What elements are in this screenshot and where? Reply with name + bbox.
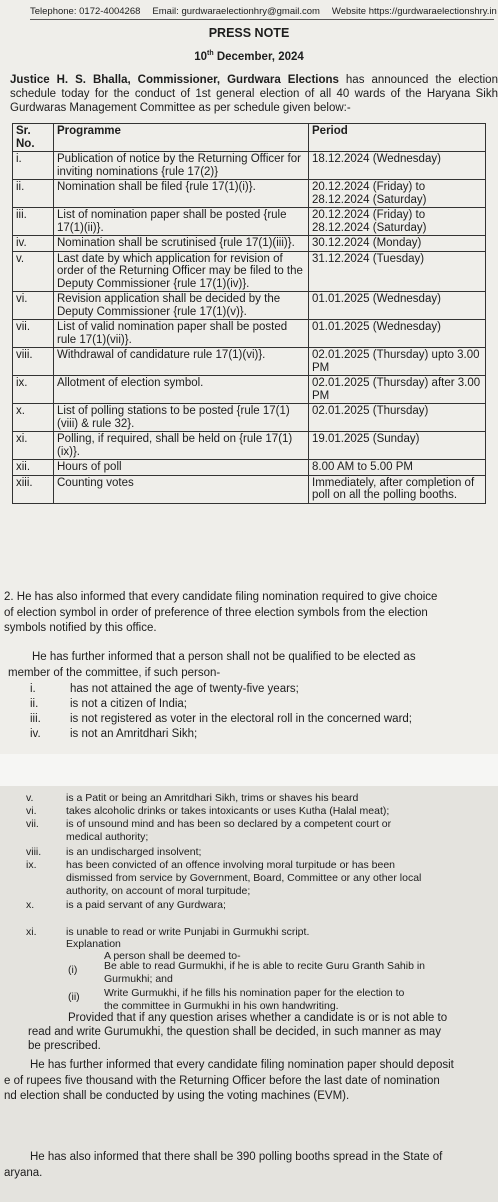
text-line: e of rupees five thousand with the Returning Officer before the last date of nomination [4, 1074, 440, 1087]
contact-header [30, 6, 497, 20]
condition-text: is an undischarged insolvent; [66, 846, 202, 858]
text-line: Write Gurmukhi, if he fills his nomination paper for the election to [104, 987, 405, 999]
text-line: symbols notified by this office. [4, 622, 157, 634]
condition-text: medical authority; [66, 831, 149, 843]
sr-cell: xi. [13, 432, 54, 460]
election-schedule-table [12, 123, 486, 504]
text-line: He has also informed that there shall be 390 polling booths spread in the State of [30, 1151, 443, 1163]
table-row [13, 152, 486, 180]
period-cell: 30.12.2024 (Monday) [309, 236, 486, 252]
condition-number: xi. [26, 926, 37, 938]
telephone: Telephone: 0172-4004268 [30, 6, 141, 17]
header-programme: Programme [54, 124, 309, 152]
table-row [13, 292, 486, 320]
para-polling-booths [4, 1150, 498, 1181]
header-sr: Sr. No. [13, 124, 54, 152]
table-row [13, 208, 486, 236]
para-symbol-choice [4, 590, 498, 637]
table-row [13, 475, 486, 503]
programme-cell: Nomination shall be scrutinised {rule 17(1)(iii)}. [54, 236, 309, 252]
condition-text: is not an Amritdhari Sikh; [70, 728, 198, 740]
fold-gap [0, 754, 498, 788]
table-row [13, 432, 486, 460]
text-line: nd election shall be conducted by using the voting machines (EVM). [4, 1090, 350, 1102]
condition-number: i. [30, 683, 36, 695]
table-row [13, 348, 486, 376]
condition-number: iv. [30, 728, 41, 740]
condition-number: iii. [30, 713, 41, 725]
programme-cell: Counting votes [54, 475, 309, 503]
table-row [13, 251, 486, 292]
programme-cell: Hours of poll [54, 460, 309, 476]
sr-cell: vii. [13, 320, 54, 348]
text-line: member of the committee, if such person- [8, 666, 221, 679]
period-cell: 02.01.2025 (Thursday) upto 3.00 PM [309, 348, 486, 376]
text-line: He has further informed that every candidate filing nomination paper should deposit [30, 1059, 454, 1071]
programme-cell: List of polling stations to be posted {rule 17(1)(viii) & rule 32}. [54, 404, 309, 432]
website: Website https://gurdwaraelectionshry.in [331, 6, 497, 17]
text-line: (ii) [68, 991, 80, 1003]
condition-text: has been convicted of an offence involving moral turpitude or has been [66, 859, 396, 871]
condition-text: authority, on account of moral turpitude; [66, 885, 251, 897]
programme-cell: Polling, if required, shall be held on {rule 17(1)(ix)}. [54, 432, 309, 460]
condition-number: v. [26, 792, 34, 804]
period-cell: 31.12.2024 (Tuesday) [309, 251, 486, 292]
condition-number: x. [26, 899, 35, 911]
condition-text: has not attained the age of twenty-five years; [70, 683, 299, 695]
condition-text: is of unsound mind and has been so declared by a competent court or [66, 818, 392, 830]
sr-cell: i. [13, 152, 54, 180]
condition-text: is a paid servant of any Gurdwara; [66, 899, 226, 911]
period-cell: 8.00 AM to 5.00 PM [309, 460, 486, 476]
text-line: Gurmukhi; and [104, 973, 173, 985]
programme-cell: Nomination shall be filed {rule 17(1)(i)}. [54, 180, 309, 208]
programme-cell: Last date by which application for revision of order of the Returning Officer may be filed to the Deputy Commissioner {rule 17(1)(iv)}. [54, 251, 309, 292]
programme-cell: List of valid nomination paper shall be posted rule 17(1)(vii)}. [54, 320, 309, 348]
sr-cell: xii. [13, 460, 54, 476]
programme-cell: Allotment of election symbol. [54, 376, 309, 404]
period-cell: 19.01.2025 (Sunday) [309, 432, 486, 460]
sr-cell: iv. [13, 236, 54, 252]
document-title: PRESS NOTE [208, 26, 290, 40]
sr-cell: x. [13, 404, 54, 432]
condition-text: is a Patit or being an Amritdhari Sikh, trims or shaves his beard [66, 792, 359, 804]
table-header-row [13, 124, 486, 152]
table-row [13, 376, 486, 404]
proviso-line: read and write Gurumukhi, the question shall be decided, in such manner as may [28, 1026, 441, 1038]
text-line: the committee in Gurmukhi in his own handwriting. [104, 1000, 339, 1012]
table-row [13, 404, 486, 432]
period-cell: 18.12.2024 (Wednesday) [309, 152, 486, 180]
table-row [13, 236, 486, 252]
condition-number: ii. [30, 698, 39, 710]
condition-number: vi. [26, 805, 37, 817]
condition-text: takes alcoholic drinks or takes intoxicants or uses Kutha (Halal meat); [66, 805, 390, 817]
sr-cell: v. [13, 251, 54, 292]
table-row [13, 180, 486, 208]
programme-cell: Revision application shall be decided by the Deputy Commissioner {rule 17(1)(v)}. [54, 292, 309, 320]
period-cell: 02.01.2025 (Thursday) [309, 404, 486, 432]
text-line: 2. He has also informed that every candidate filing nomination required to give choice [4, 591, 438, 603]
sr-cell: xiii. [13, 475, 54, 503]
text-line: (i) [68, 964, 78, 976]
text-line: of election symbol in order of preference of three election symbols from the election [4, 606, 428, 619]
programme-cell: Publication of notice by the Returning Officer for inviting nominations {rule 17(2)} [54, 152, 309, 180]
explanation-heading: Explanation [66, 938, 121, 950]
period-cell: 01.01.2025 (Wednesday) [309, 292, 486, 320]
condition-text: is unable to read or write Punjabi in Gurmukhi script. [66, 926, 310, 938]
para-deposit [4, 1058, 498, 1105]
intro-paragraph: Justice H. S. Bhalla, Commissioner, Gurdwara Elections has announced the election schedule today for the conduct of 1st general election of all 40 wards of the Haryana Sikh Gurdwaras Management Committee as per schedule given below:- [10, 74, 498, 114]
sr-cell: ix. [13, 376, 54, 404]
text-line: A person shall be deemed to- [104, 950, 241, 962]
table-row [13, 460, 486, 476]
sr-cell: viii. [13, 348, 54, 376]
para-qualification [8, 650, 498, 681]
programme-cell: List of nomination paper shall be posted {rule 17(1)(ii)}. [54, 208, 309, 236]
condition-text: dismissed from service by Government, Board, Committee or any other local [66, 872, 422, 884]
sr-cell: vi. [13, 292, 54, 320]
proviso-line: Provided that if any question arises whether a candidate is or is not able to [68, 1012, 448, 1024]
condition-text: is not a citizen of India; [70, 698, 187, 710]
condition-number: viii. [26, 846, 42, 858]
text-line: aryana. [4, 1166, 43, 1179]
sr-cell: iii. [13, 208, 54, 236]
proviso-line: be prescribed. [28, 1040, 101, 1052]
text-line: Be able to read Gurmukhi, if he is able to recite Guru Granth Sahib in [104, 960, 426, 972]
period-cell: 20.12.2024 (Friday) to 28.12.2024 (Saturday) [309, 208, 486, 236]
sr-cell: ii. [13, 180, 54, 208]
text-line: He has further informed that a person shall not be qualified to be elected as [32, 651, 416, 663]
table-row [13, 320, 486, 348]
document-date: 10th December, 2024 [194, 50, 304, 63]
email: Email: gurdwaraelectionhry@gmail.com [152, 6, 320, 17]
header-period: Period [309, 124, 486, 152]
period-cell: Immediately, after completion of poll on all the polling booths. [309, 475, 486, 503]
programme-cell: Withdrawal of candidature rule 17(1)(vi)}. [54, 348, 309, 376]
condition-text: is not registered as voter in the electoral roll in the concerned ward; [70, 713, 412, 725]
period-cell: 01.01.2025 (Wednesday) [309, 320, 486, 348]
condition-number: vii. [26, 818, 39, 830]
period-cell: 20.12.2024 (Friday) to 28.12.2024 (Saturday) [309, 180, 486, 208]
period-cell: 02.01.2025 (Thursday) after 3.00 PM [309, 376, 486, 404]
condition-number: ix. [26, 859, 37, 871]
